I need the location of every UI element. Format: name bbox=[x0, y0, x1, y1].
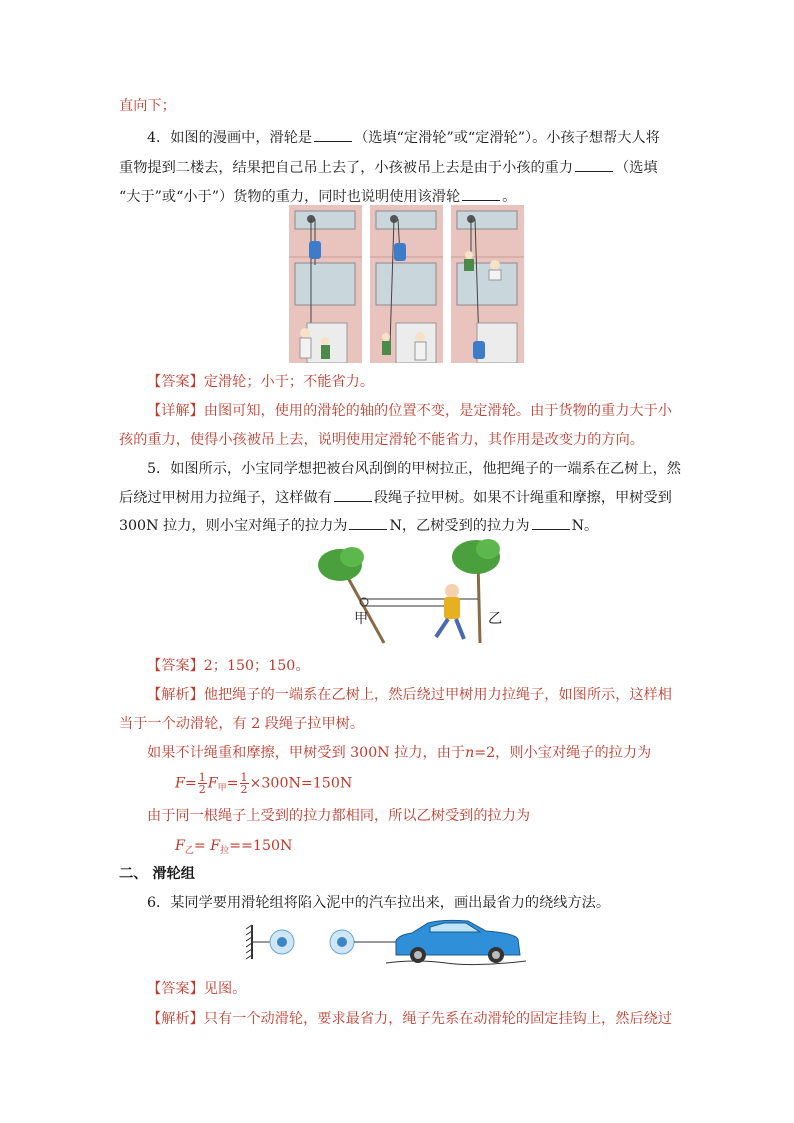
analysis-5-line-1 bbox=[147, 685, 672, 705]
detail-text: 由图可知，使用的滑轮的轴的位置不变，是定滑轮。由于货物的重力大于小 bbox=[203, 403, 672, 419]
formula-2 bbox=[175, 836, 292, 861]
question-5-text: N，乙树受到的拉力为 bbox=[389, 518, 530, 534]
formula-var: F bbox=[175, 775, 185, 792]
pulley-car-illustration bbox=[246, 915, 532, 967]
answer-6 bbox=[147, 979, 246, 999]
formula-eq: = bbox=[184, 775, 197, 792]
answer-blank[interactable] bbox=[575, 158, 613, 172]
question-4-text: 4．如图的漫画中，滑轮是 bbox=[147, 130, 313, 146]
formula-var: F bbox=[210, 838, 221, 854]
boy-body bbox=[444, 597, 460, 619]
answer-blank[interactable] bbox=[349, 516, 387, 530]
trees-illustration bbox=[318, 533, 518, 653]
question-4-text: （选填“定滑轮”或“定滑轮”）。小孩子想帮大人将 bbox=[354, 130, 660, 146]
analysis-text: 只有一个动滑轮，要求最省力，绳子先系在动滑轮的固定挂钩上，然后绕过 bbox=[203, 1011, 672, 1027]
question-4-line-2 bbox=[119, 158, 658, 178]
detail-label: 【详解】 bbox=[147, 403, 204, 419]
question-4-line-3 bbox=[119, 187, 516, 207]
analysis-5-line-3 bbox=[147, 743, 651, 763]
formula-eq: = bbox=[226, 775, 239, 792]
answer-text: 定滑轮；小于；不能省力。 bbox=[203, 374, 375, 390]
comic-panel-3 bbox=[451, 205, 524, 363]
question-4-text: 。 bbox=[502, 189, 517, 205]
question-6: 6．某同学要用滑轮组将陷入泥中的汽车拉出来，画出最省力的绕线方法。 bbox=[147, 895, 611, 911]
analysis-5-line-2: 当于一个动滑轮，有 2 段绳子拉甲树。 bbox=[119, 716, 365, 732]
analysis-text: =2，则小宝对绳子的拉力为 bbox=[474, 745, 652, 761]
formula-var: F bbox=[207, 775, 218, 792]
analysis-5-line-4: 由于同一根绳子上受到的拉力都相同，所以乙树受到的拉力为 bbox=[147, 808, 531, 824]
question-5-text: 段绳子拉甲树。如果不计绳重和摩擦，甲树受到 bbox=[373, 490, 672, 506]
tree-jia-label: 甲 bbox=[354, 611, 369, 627]
formula-subscript: 甲 bbox=[217, 783, 227, 794]
analysis-text: 他把绳子的一端系在乙树上，然后绕过甲树用力拉绳子，如图所示，这样相 bbox=[203, 687, 672, 703]
answer-blank[interactable] bbox=[532, 516, 570, 530]
answer-5 bbox=[147, 656, 310, 676]
question-5-line-1: 5．如图所示，小宝同学想把被台风刮倒的甲树拉正，他把绳子的一端系在乙树上，然 bbox=[147, 461, 681, 477]
analysis-6 bbox=[147, 1009, 672, 1029]
question-5-text: 后绕过甲树用力拉绳子，这样做有 bbox=[119, 490, 332, 506]
analysis-text: 如果不计绳重和摩擦，甲树受到 300N 拉力，由于 bbox=[147, 745, 466, 761]
analysis-label: 【解析】 bbox=[147, 1011, 204, 1027]
question-4-text: （选填 bbox=[615, 160, 658, 176]
tree-yi-label: 乙 bbox=[488, 611, 503, 627]
detail-4-line-2: 孩的重力，使得小孩被吊上去，说明使用定滑轮不能省力，其作用是改变力的方向。 bbox=[119, 432, 644, 448]
formula-result: ×300N=150N bbox=[249, 775, 353, 792]
formula-eq: = bbox=[193, 838, 211, 854]
boy-head bbox=[445, 584, 459, 598]
fraction-half: $\frac{1}{2}$ bbox=[240, 771, 248, 796]
formula-subscript: 拉 bbox=[220, 846, 230, 856]
question-5-line-2 bbox=[119, 488, 672, 508]
answer-text: 2；150；150。 bbox=[203, 658, 310, 674]
question-4-text: “大于”或“小于”）货物的重力，同时也说明使用该滑轮 bbox=[119, 189, 461, 205]
fraction-half: $\frac{1}{2}$ bbox=[198, 771, 206, 796]
answer-blank[interactable] bbox=[314, 128, 352, 142]
answer-label: 【答案】 bbox=[147, 658, 204, 674]
answer-blank[interactable] bbox=[334, 488, 372, 502]
comic-panel-1 bbox=[289, 205, 362, 363]
formula-subscript: 乙 bbox=[184, 846, 194, 856]
answer-text: 见图。 bbox=[203, 981, 247, 997]
answer-4 bbox=[147, 372, 374, 392]
formula-result: ==150N bbox=[229, 838, 293, 854]
section-heading: 二、 滑轮组 bbox=[119, 866, 195, 882]
answer-blank[interactable] bbox=[462, 187, 500, 201]
comic-panel-2 bbox=[370, 205, 443, 363]
question-4-line-1 bbox=[147, 128, 660, 148]
analysis-label: 【解析】 bbox=[147, 687, 204, 703]
question-5-text: N。 bbox=[571, 518, 599, 534]
detail-4-line-1 bbox=[147, 401, 672, 421]
text-line-intro: 直向下； bbox=[119, 98, 176, 114]
question-5-text: 300N 拉力，则小宝对绳子的拉力为 bbox=[119, 518, 348, 534]
question-4-text: 重物提到二楼去，结果把自己吊上去了，小孩被吊上去是由于小孩的重力 bbox=[119, 160, 574, 176]
formula-var: F bbox=[175, 838, 185, 854]
answer-label: 【答案】 bbox=[147, 374, 204, 390]
answer-label: 【答案】 bbox=[147, 981, 204, 997]
formula-1 bbox=[175, 772, 352, 799]
variable-n: n bbox=[465, 745, 475, 761]
